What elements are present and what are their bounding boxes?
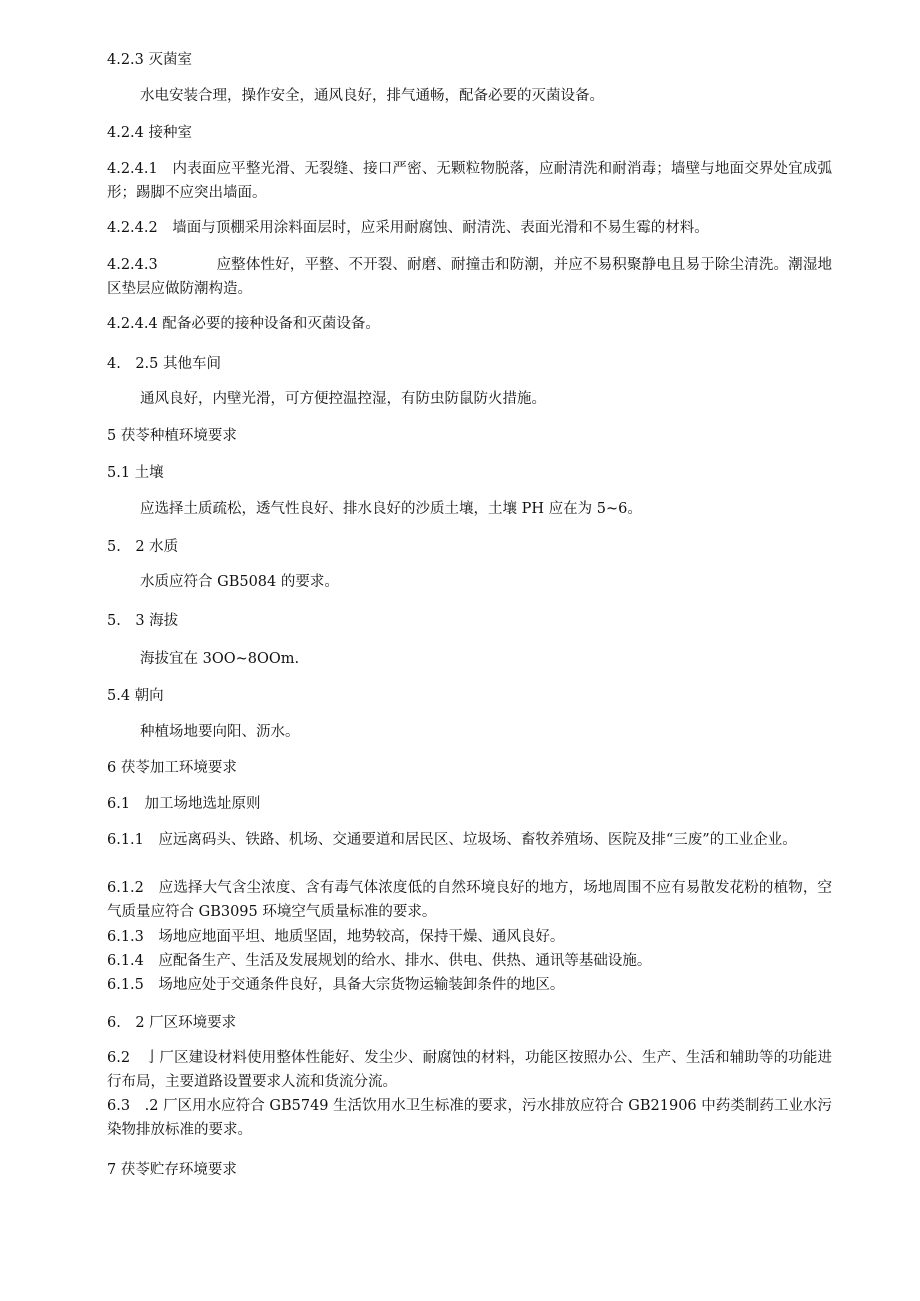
heading-5-2: 5. 2 水质 [107, 539, 179, 555]
heading-6-1: 6.1 加工场地选址原则 [107, 796, 261, 812]
clause-6-3: 6.3 .2 厂区用水应符合 GB5749 生活饮用水卫生标准的要求，污水排放应符合 GB21906 中药类制药工业水污染物排放标准的要求。 [107, 1098, 832, 1138]
paragraph: 种植场地要向阳、沥水。 [140, 724, 300, 740]
paragraph: 应选择土质疏松，透气性良好、排水良好的沙质土壤，土壤 PH 应在为 5~6。 [140, 501, 642, 517]
clause-6-1-5: 6.1.5 场地应处于交通条件良好，具备大宗货物运输装卸条件的地区。 [107, 977, 565, 993]
paragraph: 水质应符合 GB5084 的要求。 [140, 574, 339, 590]
section-heading-6: 6 茯苓加工环境要求 [107, 760, 237, 776]
heading-5-4: 5.4 朝向 [107, 688, 164, 704]
clause-6-1-3: 6.1.3 场地应地面平坦、地质坚固，地势较高，保持干燥、通风良好。 [107, 929, 565, 945]
paragraph: 通风良好，内壁光滑，可方便控温控湿，有防虫防鼠防火措施。 [140, 391, 546, 407]
clause-4-2-4-2: 4.2.4.2 墙面与顶棚采用涂料面层时，应采用耐腐蚀、耐清洗、表面光滑和不易生霉的材料。 [107, 220, 709, 236]
clause-6-1-4: 6.1.4 应配备生产、生活及发展规划的给水、排水、供电、供热、通讯等基础设施。 [107, 953, 652, 969]
clause-4-2-4-1: 4.2.4.1 内表面应平整光滑、无裂缝、接口严密、无颗粒物脱落，应耐清洗和耐消毒；墙壁与地面交界处宜成弧形；踢脚不应突出墙面。 [107, 161, 832, 201]
clause-4-2-4-4: 4.2.4.4 配备必要的接种设备和灭菌设备。 [107, 316, 380, 332]
clause-6-1-2: 6.1.2 应选择大气含尘浓度、含有毒气体浓度低的自然环境良好的地方，场地周围不应有易散发花粉的植物，空气质量应符合 GB3095 环境空气质量标准的要求。 [107, 880, 832, 920]
paragraph: 海拔宜在 3OO~8OOm. [140, 651, 300, 667]
clause-4-2-4-3: 4.2.4.3 应整体性好，平整、不开裂、耐磨、耐撞击和防潮，并应不易积聚静电且易于除尘清洗。潮湿地区垫层应做防潮构造。 [107, 257, 832, 297]
clause-6-1-1: 6.1.1 应远离码头、铁路、机场、交通要道和居民区、垃圾场、畜牧养殖场、医院及排“三废”的工业企业。 [107, 832, 797, 848]
heading-4-2-3: 4.2.3 灭菌室 [107, 52, 193, 68]
section-heading-5: 5 茯苓种植环境要求 [107, 428, 237, 444]
heading-4-2-5: 4. 2.5 其他车间 [107, 356, 222, 372]
heading-5-1: 5.1 土壤 [107, 465, 164, 481]
heading-6-2: 6. 2 厂区环境要求 [107, 1015, 237, 1031]
paragraph: 水电安装合理，操作安全，通风良好，排气通畅，配备必要的灭菌设备。 [140, 88, 604, 104]
section-heading-7: 7 茯苓贮存环境要求 [107, 1162, 237, 1178]
clause-6-2: 6.2 亅厂区建设材料使用整体性能好、发尘少、耐腐蚀的材料，功能区按照办公、生产、生活和辅助等的功能进行布局，主要道路设置要求人流和货流分流。 [107, 1050, 832, 1090]
heading-4-2-4: 4.2.4 接种室 [107, 125, 193, 141]
heading-5-3: 5. 3 海拔 [107, 613, 179, 629]
